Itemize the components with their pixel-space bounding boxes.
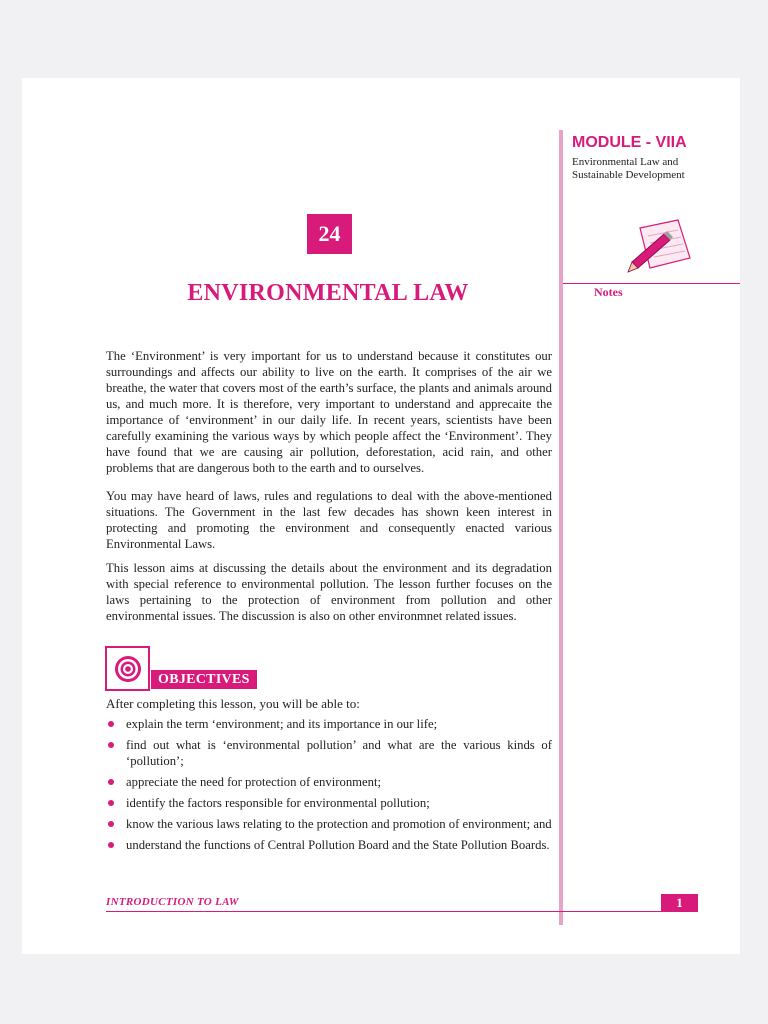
objective-text: explain the term ‘environment; and its importance in our life; bbox=[126, 717, 438, 731]
objective-text: understand the functions of Central Pollution Board and the State Pollution Boards. bbox=[126, 838, 550, 852]
objective-text: appreciate the need for protection of environment; bbox=[126, 775, 382, 789]
objective-item bbox=[106, 837, 552, 853]
module-title: MODULE - VIIA bbox=[572, 134, 687, 151]
objective-item bbox=[106, 716, 552, 732]
module-subtitle bbox=[572, 156, 732, 182]
footer-rule bbox=[106, 911, 698, 912]
notes-pencil-icon bbox=[626, 218, 696, 283]
objectives-list bbox=[106, 716, 552, 858]
notes-divider bbox=[563, 283, 740, 284]
module-subtitle-line1: Environmental Law and bbox=[572, 156, 679, 168]
bullet-icon bbox=[108, 842, 114, 848]
objective-text: find out what is ‘environmental pollution’ and what are the various kinds of ‘pollution’; bbox=[126, 738, 552, 768]
bullet-icon bbox=[108, 721, 114, 727]
bullet-icon bbox=[108, 779, 114, 785]
notes-label: Notes bbox=[594, 285, 623, 299]
objective-item bbox=[106, 774, 552, 790]
objectives-heading: OBJECTIVES bbox=[151, 670, 257, 689]
bullet-icon bbox=[108, 821, 114, 827]
objective-text: identify the factors responsible for environmental pollution; bbox=[126, 796, 430, 810]
page-number: 1 bbox=[661, 894, 698, 911]
footer-book-title: INTRODUCTION TO LAW bbox=[106, 896, 239, 908]
bullet-icon bbox=[108, 800, 114, 806]
intro-paragraph-2: You may have heard of laws, rules and regulations to deal with the above-mentioned situations. The Government in the last few decades has shown keen interest in protecting and promoting the environment and consequently enacted various Environmental Laws. bbox=[106, 489, 552, 551]
margin-rule bbox=[559, 130, 563, 925]
intro-paragraph-3: This lesson aims at discussing the details about the environment and its degradation with special reference to environmental pollution. The lesson further focuses on the laws pertaining to the protection of environment from pollution and other environmental issues. The discussion is also on other environmnet related issues. bbox=[106, 561, 552, 623]
module-subtitle-line2: Sustainable Development bbox=[572, 169, 685, 181]
bullet-icon bbox=[108, 742, 114, 748]
objective-text: know the various laws relating to the protection and promotion of environment; and bbox=[126, 817, 552, 831]
objectives-intro: After completing this lesson, you will be able to: bbox=[106, 696, 360, 711]
chapter-title: ENVIRONMENTAL LAW bbox=[187, 280, 469, 306]
objective-item bbox=[106, 795, 552, 811]
chapter-number-badge: 24 bbox=[307, 214, 352, 254]
document-page bbox=[22, 78, 740, 954]
objectives-target-icon bbox=[105, 646, 150, 691]
objective-item bbox=[106, 737, 552, 769]
objective-item bbox=[106, 816, 552, 832]
intro-paragraph-1: The ‘Environment’ is very important for us to understand because it constitutes our surroundings and affects our ability to live on the earth. It comprises of the air we breathe, the water that covers most of the earth’s surface, the plants and animals around us, and much more. It is therefore, very important to understand and apprecaite the importance of ‘environment’ in our daily life. In recent years, scientists have been carefully examining the various ways by which people affect the ‘Environment’. They have found that we are causing air pollution, deforestation, acid rain, and other problems that are dangerous both to the earth and to ourselves. bbox=[106, 349, 552, 475]
